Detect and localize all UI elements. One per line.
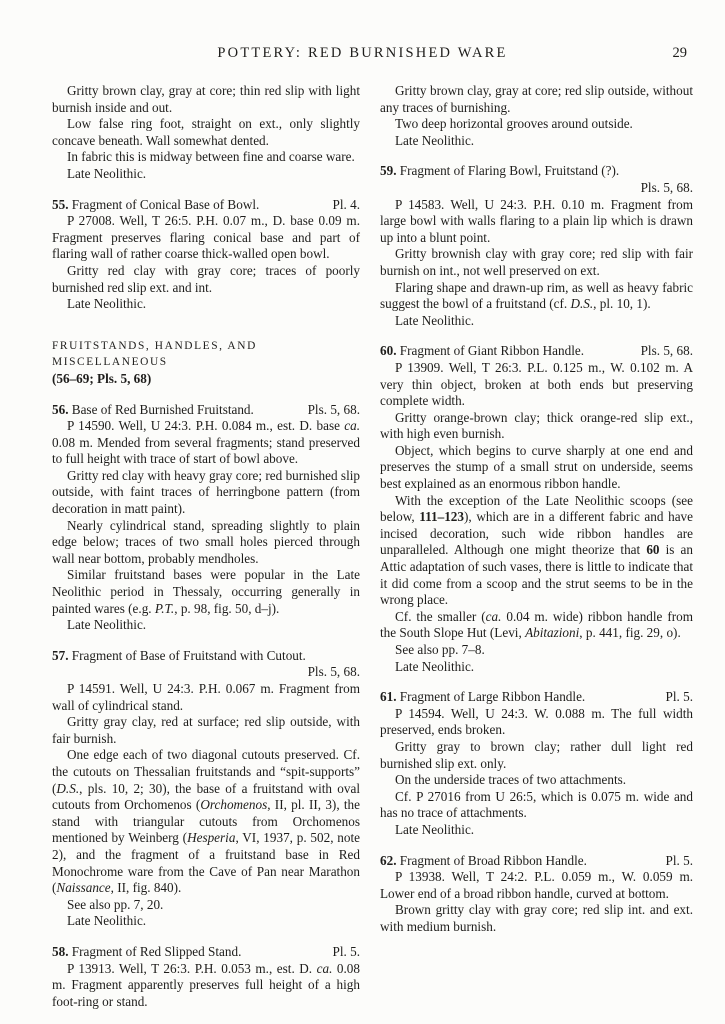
paragraph: Object, which begins to curve sharply at one end and preserves the stump of a small strut on underside, seems best explained as an enormous ribbon handle. bbox=[380, 442, 693, 492]
paragraph: Nearly cylindrical stand, spreading slightly to plain edge below; traces of two small holes pierced through wall near bottom, probably mendholes. bbox=[52, 517, 360, 566]
paragraph: P 14583. Well, U 24:3. P.H. 0.10 m. Fragment from large bowl with walls flaring to a plain lip which is drawn up into a blunt point. bbox=[380, 196, 693, 245]
entry-title: Fragment of Giant Ribbon Handle. bbox=[399, 343, 585, 359]
text-run: Flaring shape and drawn-up rim, as well as heavy fabric suggest the bowl of a fruitstand (cf. bbox=[380, 279, 693, 312]
text-run: Similar fruitstand bases were popular in the Late Neolithic period in Thessaly, occurring generally in painted wares (e.g. bbox=[52, 567, 360, 616]
entry-title: Fragment of Broad Ribbon Handle. bbox=[399, 852, 587, 868]
catalog-entry-heading bbox=[380, 343, 693, 360]
entry-heading-line bbox=[380, 853, 693, 870]
catalog-entry-heading bbox=[52, 944, 360, 961]
entry-number: 61. bbox=[380, 689, 397, 705]
paragraph: P 27008. Well, T 26:5. P.H. 0.07 m., D. base 0.09 m. Fragment preserves flaring conical base and part of flaring wall of rather coarse thick-walled open bowl. bbox=[52, 213, 360, 262]
entry-number: 55. bbox=[52, 196, 69, 212]
paragraph: P 14591. Well, U 24:3. P.H. 0.067 m. Fragment from wall of cylindrical stand. bbox=[52, 681, 360, 713]
text-run: , pls. 10, 2; 30), the base of a fruitstand with oval cutouts from Orchomenos ( bbox=[52, 780, 360, 813]
entry-title: Fragment of Base of Fruitstand with Cutout. bbox=[71, 647, 306, 663]
catalog-entry-heading bbox=[380, 853, 693, 870]
entry-title-group bbox=[380, 689, 585, 706]
paragraph: Late Neolithic. bbox=[67, 913, 147, 929]
paragraph bbox=[52, 747, 360, 896]
paragraph bbox=[380, 280, 693, 313]
italic-citation: D.S. bbox=[56, 780, 80, 796]
text-run: , II, fig. 840). bbox=[110, 880, 182, 896]
entry-number: 56. bbox=[52, 401, 69, 417]
text-run: 0.04 m. wide) ribbon handle from the South Slope Hut (Levi, bbox=[380, 608, 693, 641]
text-run: , pl. 10, 1). bbox=[593, 296, 651, 312]
plate-reference: Pls. 5, 68. bbox=[640, 179, 693, 195]
paragraph: P 14594. Well, U 24:3. W. 0.088 m. The full width preserved, ends broken. bbox=[380, 705, 693, 738]
italic-citation: D.S. bbox=[570, 296, 594, 312]
paragraph: In fabric this is midway between fine and coarse ware. bbox=[67, 149, 355, 165]
plate-reference: Pl. 4. bbox=[332, 196, 360, 212]
entry-heading-line bbox=[380, 163, 693, 180]
italic-citation: ca. bbox=[316, 960, 333, 976]
plate-reference: Pl. 5. bbox=[332, 943, 360, 959]
catalog-entry-heading bbox=[52, 197, 360, 214]
catalog-entry-heading bbox=[380, 689, 693, 706]
catalog-entry-heading bbox=[52, 402, 360, 419]
italic-citation: Hesperia bbox=[187, 830, 236, 846]
text-column-right bbox=[380, 83, 693, 936]
paragraph bbox=[52, 418, 360, 468]
running-head-title: POTTERY: RED BURNISHED WARE bbox=[217, 45, 508, 61]
plate-reference-line bbox=[52, 664, 360, 681]
paragraph: Gritty brownish clay with gray core; red slip with fair burnish on int., not well preserved on ext. bbox=[380, 246, 693, 278]
paragraph: Late Neolithic. bbox=[395, 312, 475, 328]
italic-citation: P.T. bbox=[154, 600, 175, 616]
entry-heading-line bbox=[52, 944, 360, 961]
entry-title-group bbox=[380, 343, 584, 360]
italic-citation: Abitazioni bbox=[525, 625, 580, 641]
page-number: 29 bbox=[672, 45, 687, 61]
paragraph: Late Neolithic. bbox=[67, 165, 147, 181]
paragraph bbox=[380, 493, 693, 609]
bold-catalog-ref: 111–123 bbox=[419, 509, 464, 525]
text-run: , p. 441, fig. 29, o). bbox=[579, 625, 681, 641]
section-heading-caps: FRUITSTANDS, HANDLES, AND MISCELLANEOUS bbox=[52, 339, 257, 369]
italic-citation: Naissance bbox=[56, 880, 111, 896]
bold-catalog-ref: 60 bbox=[646, 542, 660, 558]
italic-citation: Orchomenos bbox=[200, 797, 268, 813]
catalog-entry-heading bbox=[380, 163, 693, 196]
italic-citation: ca. bbox=[344, 418, 360, 434]
entry-number: 62. bbox=[380, 852, 397, 868]
entry-heading-line bbox=[380, 343, 693, 360]
text-run: ), which are in a different fabric and have incised decoration, such wide ribbon handles are unparalleled. Although one might theorize that bbox=[380, 509, 693, 558]
entry-title-group bbox=[52, 197, 259, 214]
catalog-entry-heading bbox=[52, 648, 360, 681]
section-heading-range: (56–69; Pls. 5, 68) bbox=[52, 370, 152, 386]
entry-number: 60. bbox=[380, 343, 397, 359]
paragraph: On the underside traces of two attachments. bbox=[395, 772, 627, 788]
text-run: P 13913. Well, T 26:3. P.H. 0.053 m., est. D. bbox=[67, 960, 317, 976]
entry-title: Fragment of Conical Base of Bowl. bbox=[71, 196, 260, 212]
paragraph: Late Neolithic. bbox=[395, 658, 475, 674]
paragraph: Gritty gray clay, red at surface; red slip outside, with fair burnish. bbox=[52, 714, 360, 746]
entry-title-group bbox=[380, 163, 619, 180]
italic-citation: ca. bbox=[485, 608, 502, 624]
text-run: Cf. the smaller ( bbox=[395, 608, 486, 624]
paragraph bbox=[52, 567, 360, 617]
entry-heading-line bbox=[52, 197, 360, 214]
paragraph: Late Neolithic. bbox=[395, 821, 475, 837]
paragraph: Two deep horizontal grooves around outside. bbox=[395, 116, 633, 132]
paragraph: Late Neolithic. bbox=[67, 617, 147, 633]
paragraph: Cf. P 27016 from U 26:5, which is 0.075 m. wide and has no trace of attachments. bbox=[380, 788, 693, 821]
entry-title-group bbox=[52, 402, 254, 419]
paragraph: See also pp. 7–8. bbox=[395, 642, 485, 657]
text-run: P 14590. Well, U 24:3. P.H. 0.084 m., est. D. base bbox=[67, 418, 345, 434]
paragraph bbox=[380, 609, 693, 642]
section-heading bbox=[52, 338, 360, 388]
plate-reference: Pl. 5. bbox=[665, 852, 693, 868]
entry-title: Fragment of Red Slipped Stand. bbox=[71, 943, 242, 959]
paragraph: Late Neolithic. bbox=[67, 296, 147, 312]
plate-reference: Pls. 5, 68. bbox=[307, 401, 360, 417]
text-run: , p. 98, fig. 50, d–j). bbox=[174, 600, 280, 616]
entry-number: 57. bbox=[52, 647, 69, 663]
text-column-left bbox=[52, 83, 360, 1010]
entry-heading-line bbox=[52, 648, 360, 665]
plate-reference: Pls. 5, 68. bbox=[307, 664, 360, 680]
entry-number: 58. bbox=[52, 943, 69, 959]
text-run: One edge each of two diagonal cutouts preserved. Cf. the cutouts on Thessalian fruitstands and “spit-supports” ( bbox=[52, 747, 360, 796]
text-run: is an Attic adaptation of such vases, there is little to indicate that it did come from a scoop and the strut seems to be in the wrong place. bbox=[380, 542, 693, 608]
entry-title: Fragment of Large Ribbon Handle. bbox=[399, 689, 586, 705]
text-run: With the exception of the Late Neolithic scoops (see below, bbox=[380, 492, 693, 525]
entry-title-group bbox=[380, 853, 587, 870]
paragraph: Gritty orange-brown clay; thick orange-red slip ext., with high even burnish. bbox=[380, 409, 693, 442]
paragraph: Late Neolithic. bbox=[395, 132, 475, 148]
paragraph: Low false ring foot, straight on ext., only slightly concave beneath. Wall somewhat dented. bbox=[52, 116, 360, 148]
text-run: 0.08 m. Fragment apparently preserves full height of a high foot-ring or stand. bbox=[52, 960, 360, 1009]
plate-reference: Pl. 5. bbox=[665, 689, 693, 705]
paragraph: P 13938. Well, T 24:2. P.L. 0.059 m., W. 0.059 m. Lower end of a broad ribbon handle, curved at bottom. bbox=[380, 869, 693, 901]
text-run: 0.08 m. Mended from several fragments; stand preserved to full height with trace of start of bowl above. bbox=[52, 434, 360, 467]
entry-heading-line bbox=[52, 402, 360, 419]
paragraph: Gritty brown clay, gray at core; thin red slip with light burnish inside and out. bbox=[52, 83, 360, 115]
paragraph: Gritty red clay with heavy gray core; red burnished slip outside, with faint traces of herringbone pattern (from decoration in matt paint). bbox=[52, 467, 360, 517]
plate-reference: Pls. 5, 68. bbox=[640, 343, 693, 359]
entry-number: 59. bbox=[380, 163, 397, 179]
entry-heading-line bbox=[380, 689, 693, 706]
entry-title-group bbox=[52, 648, 306, 665]
plate-reference-line bbox=[380, 180, 693, 197]
entry-title: Fragment of Flaring Bowl, Fruitstand (?). bbox=[399, 163, 620, 179]
paragraph: See also pp. 7, 20. bbox=[67, 896, 164, 912]
paragraph: Gritty gray to brown clay; rather dull light red burnished slip ext. only. bbox=[380, 738, 693, 771]
text-run: , VI, 1937, p. 502, note 2), and the fragment of a fruitstand base in Red Monochrome ware from the Cave of Pan near Marathon ( bbox=[52, 830, 360, 896]
paragraph bbox=[52, 961, 360, 1011]
entry-title-group bbox=[52, 944, 241, 961]
paragraph: Gritty red clay with gray core; traces of poorly burnished red slip ext. and int. bbox=[52, 262, 360, 295]
paragraph: P 13909. Well, T 26:3. P.L. 0.125 m., W. 0.102 m. A very thin object, broken at both ends but preserving complete width. bbox=[380, 359, 693, 409]
paragraph: Gritty brown clay, gray at core; red slip outside, without any traces of burnishing. bbox=[380, 83, 693, 115]
entry-title: Base of Red Burnished Fruitstand. bbox=[71, 401, 254, 417]
text-run: , II, pl. II, 3), the stand with triangular cutouts from Orchomenos mentioned by Weinberg ( bbox=[52, 797, 360, 846]
paragraph: Brown gritty clay with gray core; red slip int. and ext. with medium burnish. bbox=[380, 902, 693, 934]
